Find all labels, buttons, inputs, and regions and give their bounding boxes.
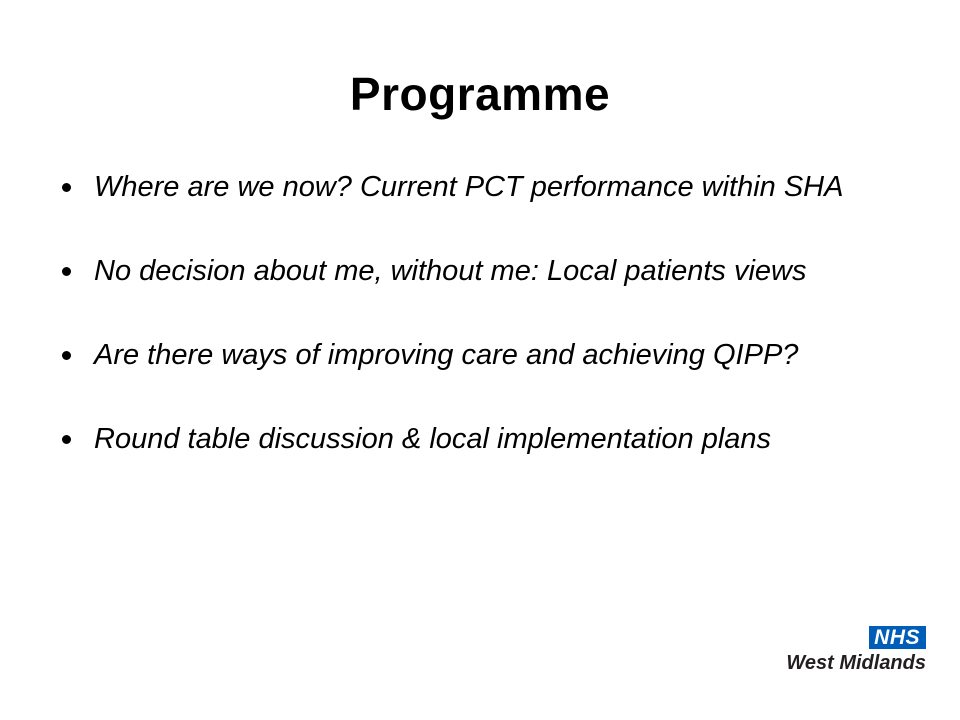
bullet-text: Are there ways of improving care and achieving QIPP?	[94, 339, 799, 371]
bullet-item	[60, 338, 880, 372]
bullet-text: Where are we now? Current PCT performance within SHA	[94, 171, 844, 203]
bullet-list	[60, 170, 880, 506]
bullet-dot-icon	[62, 351, 71, 360]
nhs-logo-icon: NHS	[869, 626, 926, 649]
bullet-item	[60, 170, 880, 204]
bullet-dot-icon	[62, 435, 71, 444]
bullet-dot-icon	[62, 267, 71, 276]
bullet-item	[60, 422, 880, 456]
logo-org-name: West Midlands	[786, 652, 926, 674]
bullet-item	[60, 254, 880, 288]
nhs-west-midlands-logo	[786, 626, 926, 674]
bullet-dot-icon	[62, 183, 71, 192]
bullet-text: Round table discussion & local implementation plans	[94, 423, 772, 455]
bullet-text: No decision about me, without me: Local patients views	[94, 255, 807, 287]
slide-title: Programme	[349, 68, 611, 120]
